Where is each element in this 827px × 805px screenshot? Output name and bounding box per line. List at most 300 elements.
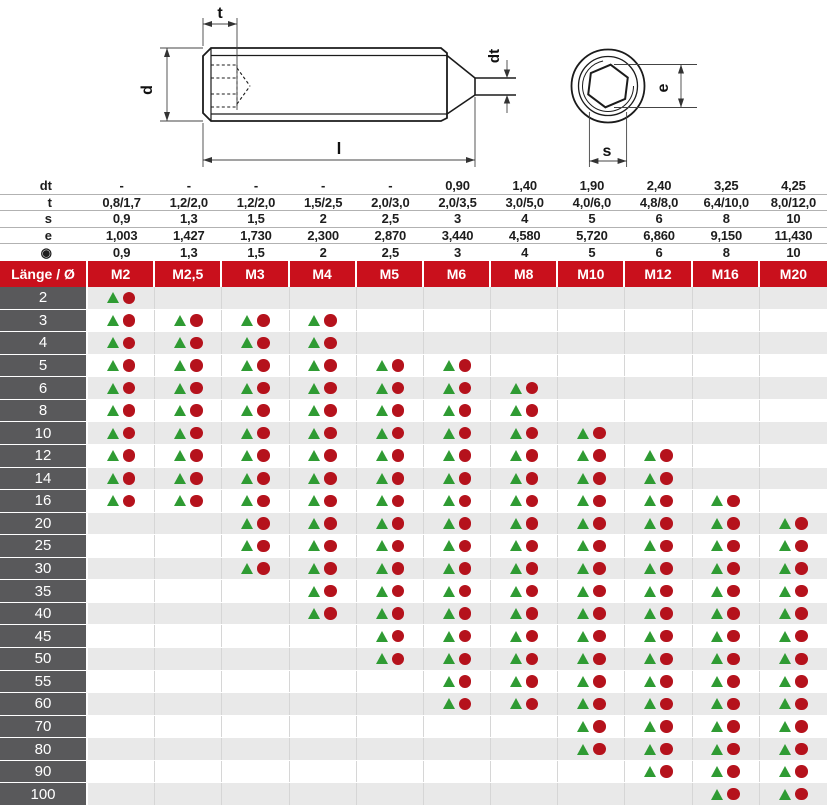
row-length-label: 14 [0, 468, 88, 490]
spec-value: 1,5 [247, 211, 265, 227]
available-triangle-icon [376, 518, 388, 529]
available-circle-icon [593, 743, 606, 756]
available-triangle-icon [644, 744, 656, 755]
available-circle-icon [593, 698, 606, 711]
availability-cell [424, 535, 491, 557]
availability-cell [424, 558, 491, 580]
availability-cell [625, 603, 692, 625]
spec-value: 1,2/2,0 [236, 194, 276, 210]
availability-cell [88, 377, 155, 399]
available-circle-icon [324, 495, 337, 508]
available-circle-icon [123, 404, 136, 417]
available-circle-icon [459, 653, 472, 666]
available-triangle-icon [510, 698, 522, 709]
availability-cell [88, 355, 155, 377]
availability-cell [88, 332, 155, 354]
availability-cell [290, 445, 357, 467]
availability-cell [222, 580, 289, 602]
availability-cell [88, 400, 155, 422]
spec-value: 6 [655, 211, 663, 227]
availability-cell [693, 648, 760, 670]
available-triangle-icon [308, 428, 320, 439]
spec-value: 2,0/3,0 [371, 194, 410, 210]
row-length-label: 90 [0, 761, 88, 783]
availability-cell [491, 422, 558, 444]
availability-cell [222, 761, 289, 783]
available-triangle-icon [510, 495, 522, 506]
row-length-label: 16 [0, 490, 88, 512]
availability-cell [558, 513, 625, 535]
availability-cell [424, 648, 491, 670]
available-circle-icon [392, 495, 405, 508]
availability-cell [88, 603, 155, 625]
available-triangle-icon [241, 360, 253, 371]
available-circle-icon [593, 607, 606, 620]
availability-cell [155, 580, 222, 602]
available-triangle-icon [577, 631, 589, 642]
spec-value: - [388, 178, 393, 194]
availability-cell [290, 693, 357, 715]
available-circle-icon [526, 427, 539, 440]
available-triangle-icon [107, 292, 119, 303]
available-circle-icon [190, 472, 203, 485]
available-triangle-icon [107, 405, 119, 416]
available-triangle-icon [779, 744, 791, 755]
available-circle-icon [593, 585, 606, 598]
availability-cell [88, 693, 155, 715]
availability-cell [625, 648, 692, 670]
availability-cell [88, 671, 155, 693]
availability-cell [155, 738, 222, 760]
available-triangle-icon [779, 676, 791, 687]
availability-cell [625, 513, 692, 535]
availability-cell [222, 625, 289, 647]
availability-cell [491, 580, 558, 602]
available-circle-icon [392, 359, 405, 372]
row-length-label: 35 [0, 580, 88, 602]
available-triangle-icon [711, 495, 723, 506]
available-circle-icon [392, 449, 405, 462]
spec-row-label: ◉ [40, 245, 52, 261]
availability-cell [290, 310, 357, 332]
spec-value: 2,5 [381, 211, 400, 227]
available-circle-icon [727, 765, 740, 778]
availability-cell [155, 513, 222, 535]
row-length-label: 45 [0, 625, 88, 647]
availability-cell [357, 625, 424, 647]
spec-row [0, 244, 827, 261]
available-triangle-icon [779, 789, 791, 800]
available-triangle-icon [107, 450, 119, 461]
availability-cell [693, 422, 760, 444]
available-triangle-icon [711, 676, 723, 687]
availability-cell [357, 603, 424, 625]
spec-value: 8,0/12,0 [770, 194, 817, 210]
available-circle-icon [190, 382, 203, 395]
available-triangle-icon [443, 540, 455, 551]
availability-cell [693, 603, 760, 625]
availability-cell [222, 377, 289, 399]
available-triangle-icon [241, 450, 253, 461]
dim-label-l: l [336, 139, 342, 158]
spec-row-label: e [44, 228, 52, 244]
column-header-m16: M16 [693, 261, 760, 287]
available-circle-icon [392, 404, 405, 417]
availability-cell [155, 310, 222, 332]
spec-row [0, 211, 827, 228]
availability-cell [491, 468, 558, 490]
availability-cell [693, 671, 760, 693]
available-triangle-icon [711, 766, 723, 777]
available-circle-icon [593, 675, 606, 688]
spec-value: 6,4/10,0 [703, 194, 749, 210]
available-circle-icon [660, 449, 673, 462]
available-circle-icon [795, 743, 808, 756]
available-triangle-icon [644, 631, 656, 642]
spec-value: 5 [588, 245, 596, 261]
spec-value: - [186, 178, 191, 194]
column-header-m8: M8 [491, 261, 558, 287]
available-triangle-icon [711, 653, 723, 664]
available-circle-icon [660, 698, 673, 711]
availability-cell [760, 490, 827, 512]
availability-cell [222, 468, 289, 490]
spec-value: 1,2/2,0 [169, 194, 208, 210]
available-circle-icon [660, 562, 673, 575]
available-triangle-icon [241, 518, 253, 529]
available-circle-icon [526, 698, 539, 711]
availability-cell [357, 490, 424, 512]
available-triangle-icon [107, 360, 119, 371]
table-row [0, 580, 827, 603]
availability-cell [357, 648, 424, 670]
available-circle-icon [526, 653, 539, 666]
availability-cell [625, 287, 692, 309]
availability-cell [222, 287, 289, 309]
available-triangle-icon [376, 473, 388, 484]
availability-cell [357, 377, 424, 399]
available-circle-icon [257, 314, 270, 327]
available-triangle-icon [443, 698, 455, 709]
availability-cell [357, 287, 424, 309]
available-circle-icon [257, 517, 270, 530]
available-circle-icon [190, 314, 203, 327]
available-circle-icon [526, 562, 539, 575]
available-circle-icon [727, 698, 740, 711]
availability-cell [558, 558, 625, 580]
available-circle-icon [727, 495, 740, 508]
available-circle-icon [123, 292, 136, 305]
spec-table [0, 178, 827, 261]
available-triangle-icon [443, 495, 455, 506]
availability-cell [155, 445, 222, 467]
available-circle-icon [459, 517, 472, 530]
available-circle-icon [727, 630, 740, 643]
availability-cell [424, 603, 491, 625]
spec-row-label: s [44, 211, 52, 227]
availability-cell [290, 716, 357, 738]
availability-cell [290, 355, 357, 377]
available-circle-icon [526, 607, 539, 620]
available-triangle-icon [510, 383, 522, 394]
available-triangle-icon [241, 337, 253, 348]
availability-cell [625, 400, 692, 422]
availability-cell [357, 400, 424, 422]
availability-cell [558, 693, 625, 715]
available-triangle-icon [644, 495, 656, 506]
available-circle-icon [392, 427, 405, 440]
available-circle-icon [392, 653, 405, 666]
availability-cell [290, 377, 357, 399]
availability-cell [558, 671, 625, 693]
availability-cell [424, 422, 491, 444]
available-triangle-icon [711, 586, 723, 597]
availability-cell [290, 468, 357, 490]
availability-cell [693, 400, 760, 422]
row-length-label: 25 [0, 535, 88, 557]
available-circle-icon [593, 517, 606, 530]
availability-cell [760, 535, 827, 557]
available-triangle-icon [510, 450, 522, 461]
available-triangle-icon [644, 540, 656, 551]
table-row [0, 377, 827, 400]
availability-cell [760, 761, 827, 783]
spec-value: 3,440 [441, 228, 474, 244]
availability-cell [290, 558, 357, 580]
column-header-m2_5: M2,5 [155, 261, 222, 287]
availability-cell [491, 310, 558, 332]
availability-cell [357, 693, 424, 715]
dim-label-t: t [217, 5, 223, 22]
screw-body-outline [203, 48, 447, 121]
row-length-label: 50 [0, 648, 88, 670]
available-triangle-icon [376, 428, 388, 439]
availability-cell [290, 738, 357, 760]
available-circle-icon [324, 359, 337, 372]
available-circle-icon [257, 562, 270, 575]
availability-cell [625, 761, 692, 783]
availability-cell [88, 490, 155, 512]
availability-cell [625, 422, 692, 444]
table-row [0, 625, 827, 648]
available-triangle-icon [577, 676, 589, 687]
availability-cell [88, 468, 155, 490]
available-triangle-icon [711, 563, 723, 574]
availability-cell [693, 490, 760, 512]
column-header-m3: M3 [222, 261, 289, 287]
available-triangle-icon [779, 766, 791, 777]
availability-cell [558, 377, 625, 399]
available-circle-icon [795, 585, 808, 598]
available-triangle-icon [308, 315, 320, 326]
availability-cell [693, 445, 760, 467]
availability-cell [222, 310, 289, 332]
availability-cell [424, 468, 491, 490]
available-circle-icon [526, 540, 539, 553]
spec-value: 2 [319, 245, 327, 261]
availability-cell [625, 355, 692, 377]
table-row [0, 332, 827, 355]
available-circle-icon [324, 427, 337, 440]
availability-cell [222, 693, 289, 715]
available-circle-icon [660, 472, 673, 485]
available-triangle-icon [510, 405, 522, 416]
availability-cell [155, 422, 222, 444]
availability-cell [424, 671, 491, 693]
availability-cell [290, 648, 357, 670]
available-triangle-icon [174, 405, 186, 416]
availability-cell [155, 400, 222, 422]
availability-cell [88, 558, 155, 580]
availability-cell [625, 671, 692, 693]
column-header-m12: M12 [625, 261, 692, 287]
availability-cell [222, 535, 289, 557]
available-circle-icon [593, 449, 606, 462]
table-row [0, 783, 827, 805]
available-circle-icon [526, 382, 539, 395]
availability-cell [424, 580, 491, 602]
available-triangle-icon [644, 766, 656, 777]
table-row [0, 738, 827, 761]
available-circle-icon [459, 427, 472, 440]
available-circle-icon [190, 359, 203, 372]
available-triangle-icon [644, 721, 656, 732]
available-circle-icon [660, 765, 673, 778]
availability-cell [222, 558, 289, 580]
available-triangle-icon [174, 337, 186, 348]
available-triangle-icon [107, 495, 119, 506]
availability-cell [290, 332, 357, 354]
availability-cell [625, 783, 692, 805]
available-triangle-icon [376, 586, 388, 597]
availability-cell [424, 310, 491, 332]
availability-cell [88, 580, 155, 602]
available-triangle-icon [308, 405, 320, 416]
available-circle-icon [660, 675, 673, 688]
table-row [0, 558, 827, 581]
availability-cell [760, 310, 827, 332]
availability-cell [491, 355, 558, 377]
corner-label: Länge / Ø [0, 261, 88, 287]
available-triangle-icon [779, 563, 791, 574]
spec-value: 5 [588, 211, 596, 227]
row-length-label: 80 [0, 738, 88, 760]
availability-cell [424, 625, 491, 647]
availability-cell [760, 332, 827, 354]
availability-cell [290, 761, 357, 783]
available-triangle-icon [644, 450, 656, 461]
availability-cell [155, 535, 222, 557]
available-triangle-icon [376, 631, 388, 642]
availability-cell [357, 445, 424, 467]
available-circle-icon [392, 585, 405, 598]
spec-value: 1,427 [172, 228, 205, 244]
available-circle-icon [324, 382, 337, 395]
available-triangle-icon [376, 405, 388, 416]
available-triangle-icon [443, 428, 455, 439]
availability-cell [558, 400, 625, 422]
available-triangle-icon [376, 360, 388, 371]
availability-cell [222, 783, 289, 805]
available-triangle-icon [376, 495, 388, 506]
available-triangle-icon [577, 540, 589, 551]
row-length-label: 30 [0, 558, 88, 580]
availability-cell [290, 287, 357, 309]
spec-value: 4,0/6,0 [572, 194, 612, 210]
column-header-m4: M4 [290, 261, 357, 287]
availability-cell [491, 558, 558, 580]
available-triangle-icon [376, 383, 388, 394]
available-triangle-icon [443, 450, 455, 461]
table-row [0, 648, 827, 671]
availability-cell [625, 625, 692, 647]
available-circle-icon [795, 698, 808, 711]
available-triangle-icon [577, 698, 589, 709]
table-row [0, 287, 827, 310]
availability-cell [760, 468, 827, 490]
available-circle-icon [795, 765, 808, 778]
available-circle-icon [660, 517, 673, 530]
available-circle-icon [123, 449, 136, 462]
availability-cell [491, 671, 558, 693]
available-circle-icon [660, 743, 673, 756]
availability-cell [222, 422, 289, 444]
available-circle-icon [459, 404, 472, 417]
availability-cell [760, 287, 827, 309]
availability-cell [693, 513, 760, 535]
availability-cell [558, 761, 625, 783]
availability-cell [155, 716, 222, 738]
table-row [0, 603, 827, 626]
matrix-header [0, 261, 827, 287]
available-triangle-icon [107, 383, 119, 394]
available-circle-icon [123, 314, 136, 327]
availability-cell [693, 783, 760, 805]
availability-cell [760, 400, 827, 422]
availability-cell [424, 513, 491, 535]
availability-cell [357, 738, 424, 760]
available-triangle-icon [241, 540, 253, 551]
availability-cell [760, 445, 827, 467]
availability-cell [693, 287, 760, 309]
availability-cell [424, 490, 491, 512]
spec-value: 2,300 [307, 228, 339, 244]
availability-cell [760, 355, 827, 377]
availability-cell [88, 783, 155, 805]
matrix-body [0, 287, 827, 805]
technical-drawing [0, 0, 827, 176]
spec-value: 6,860 [643, 228, 675, 244]
availability-cell [558, 355, 625, 377]
availability-cell [357, 468, 424, 490]
availability-cell [155, 625, 222, 647]
available-circle-icon [526, 675, 539, 688]
availability-cell [625, 445, 692, 467]
table-row [0, 761, 827, 784]
availability-cell [491, 693, 558, 715]
availability-cell [155, 558, 222, 580]
column-header-m5: M5 [357, 261, 424, 287]
availability-cell [625, 490, 692, 512]
availability-cell [558, 783, 625, 805]
column-header-m6: M6 [424, 261, 491, 287]
availability-cell [491, 603, 558, 625]
available-triangle-icon [443, 608, 455, 619]
availability-cell [625, 558, 692, 580]
availability-cell [357, 332, 424, 354]
available-triangle-icon [577, 428, 589, 439]
availability-cell [693, 332, 760, 354]
